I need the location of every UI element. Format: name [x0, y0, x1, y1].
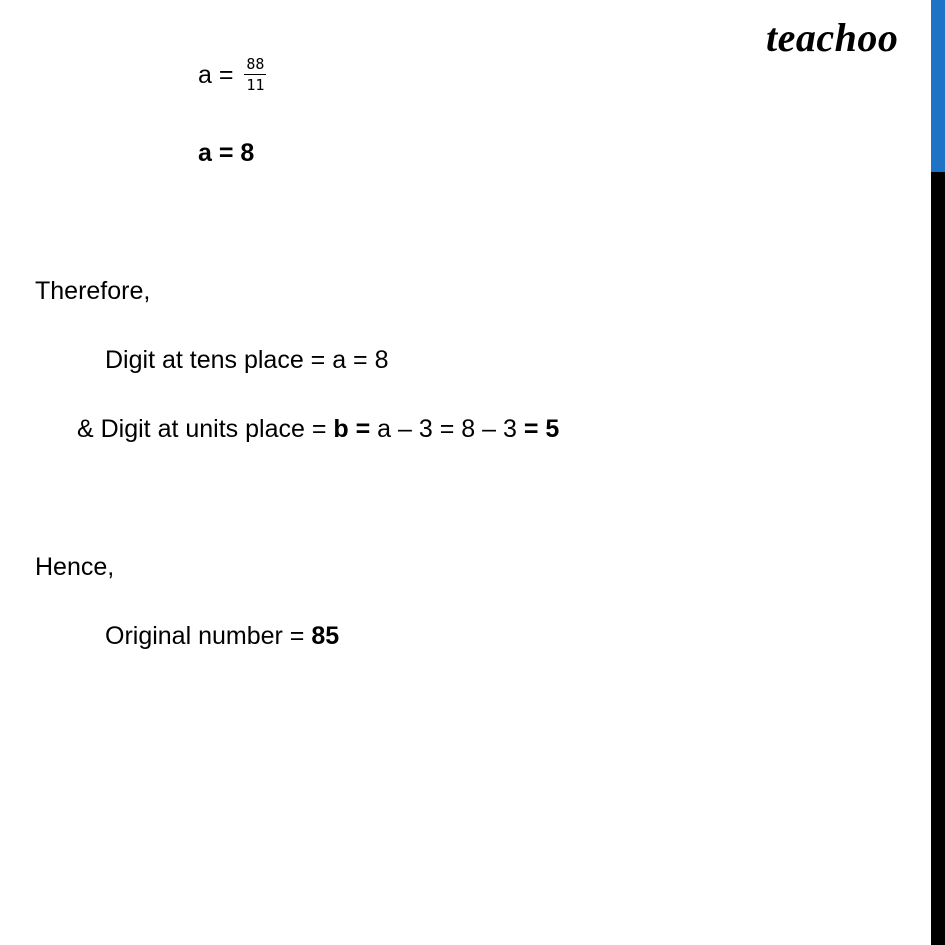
units-b: b =	[333, 415, 371, 443]
original-prefix: Original number =	[105, 622, 312, 650]
units-digit-line	[77, 413, 559, 445]
tens-digit-line: Digit at tens place = a = 8	[105, 346, 389, 374]
fraction	[244, 55, 266, 94]
teachoo-logo: teachoo	[766, 15, 899, 60]
side-scroll-bar	[931, 0, 945, 945]
fraction-denominator: 11	[246, 76, 265, 94]
original-value: 85	[311, 622, 340, 650]
units-prefix: & Digit at units place =	[77, 415, 334, 443]
therefore-label: Therefore,	[35, 277, 151, 305]
equation-a-result: a = 8	[198, 139, 255, 167]
hence-label: Hence,	[35, 553, 115, 581]
equation-a-prefix: a =	[198, 61, 241, 90]
equation-a-fraction	[198, 57, 266, 96]
units-middle: a – 3 = 8 – 3	[370, 415, 524, 443]
units-result: = 5	[523, 415, 560, 443]
side-scroll-accent	[931, 0, 945, 172]
original-number-line	[105, 620, 339, 652]
fraction-numerator: 88	[246, 55, 265, 73]
